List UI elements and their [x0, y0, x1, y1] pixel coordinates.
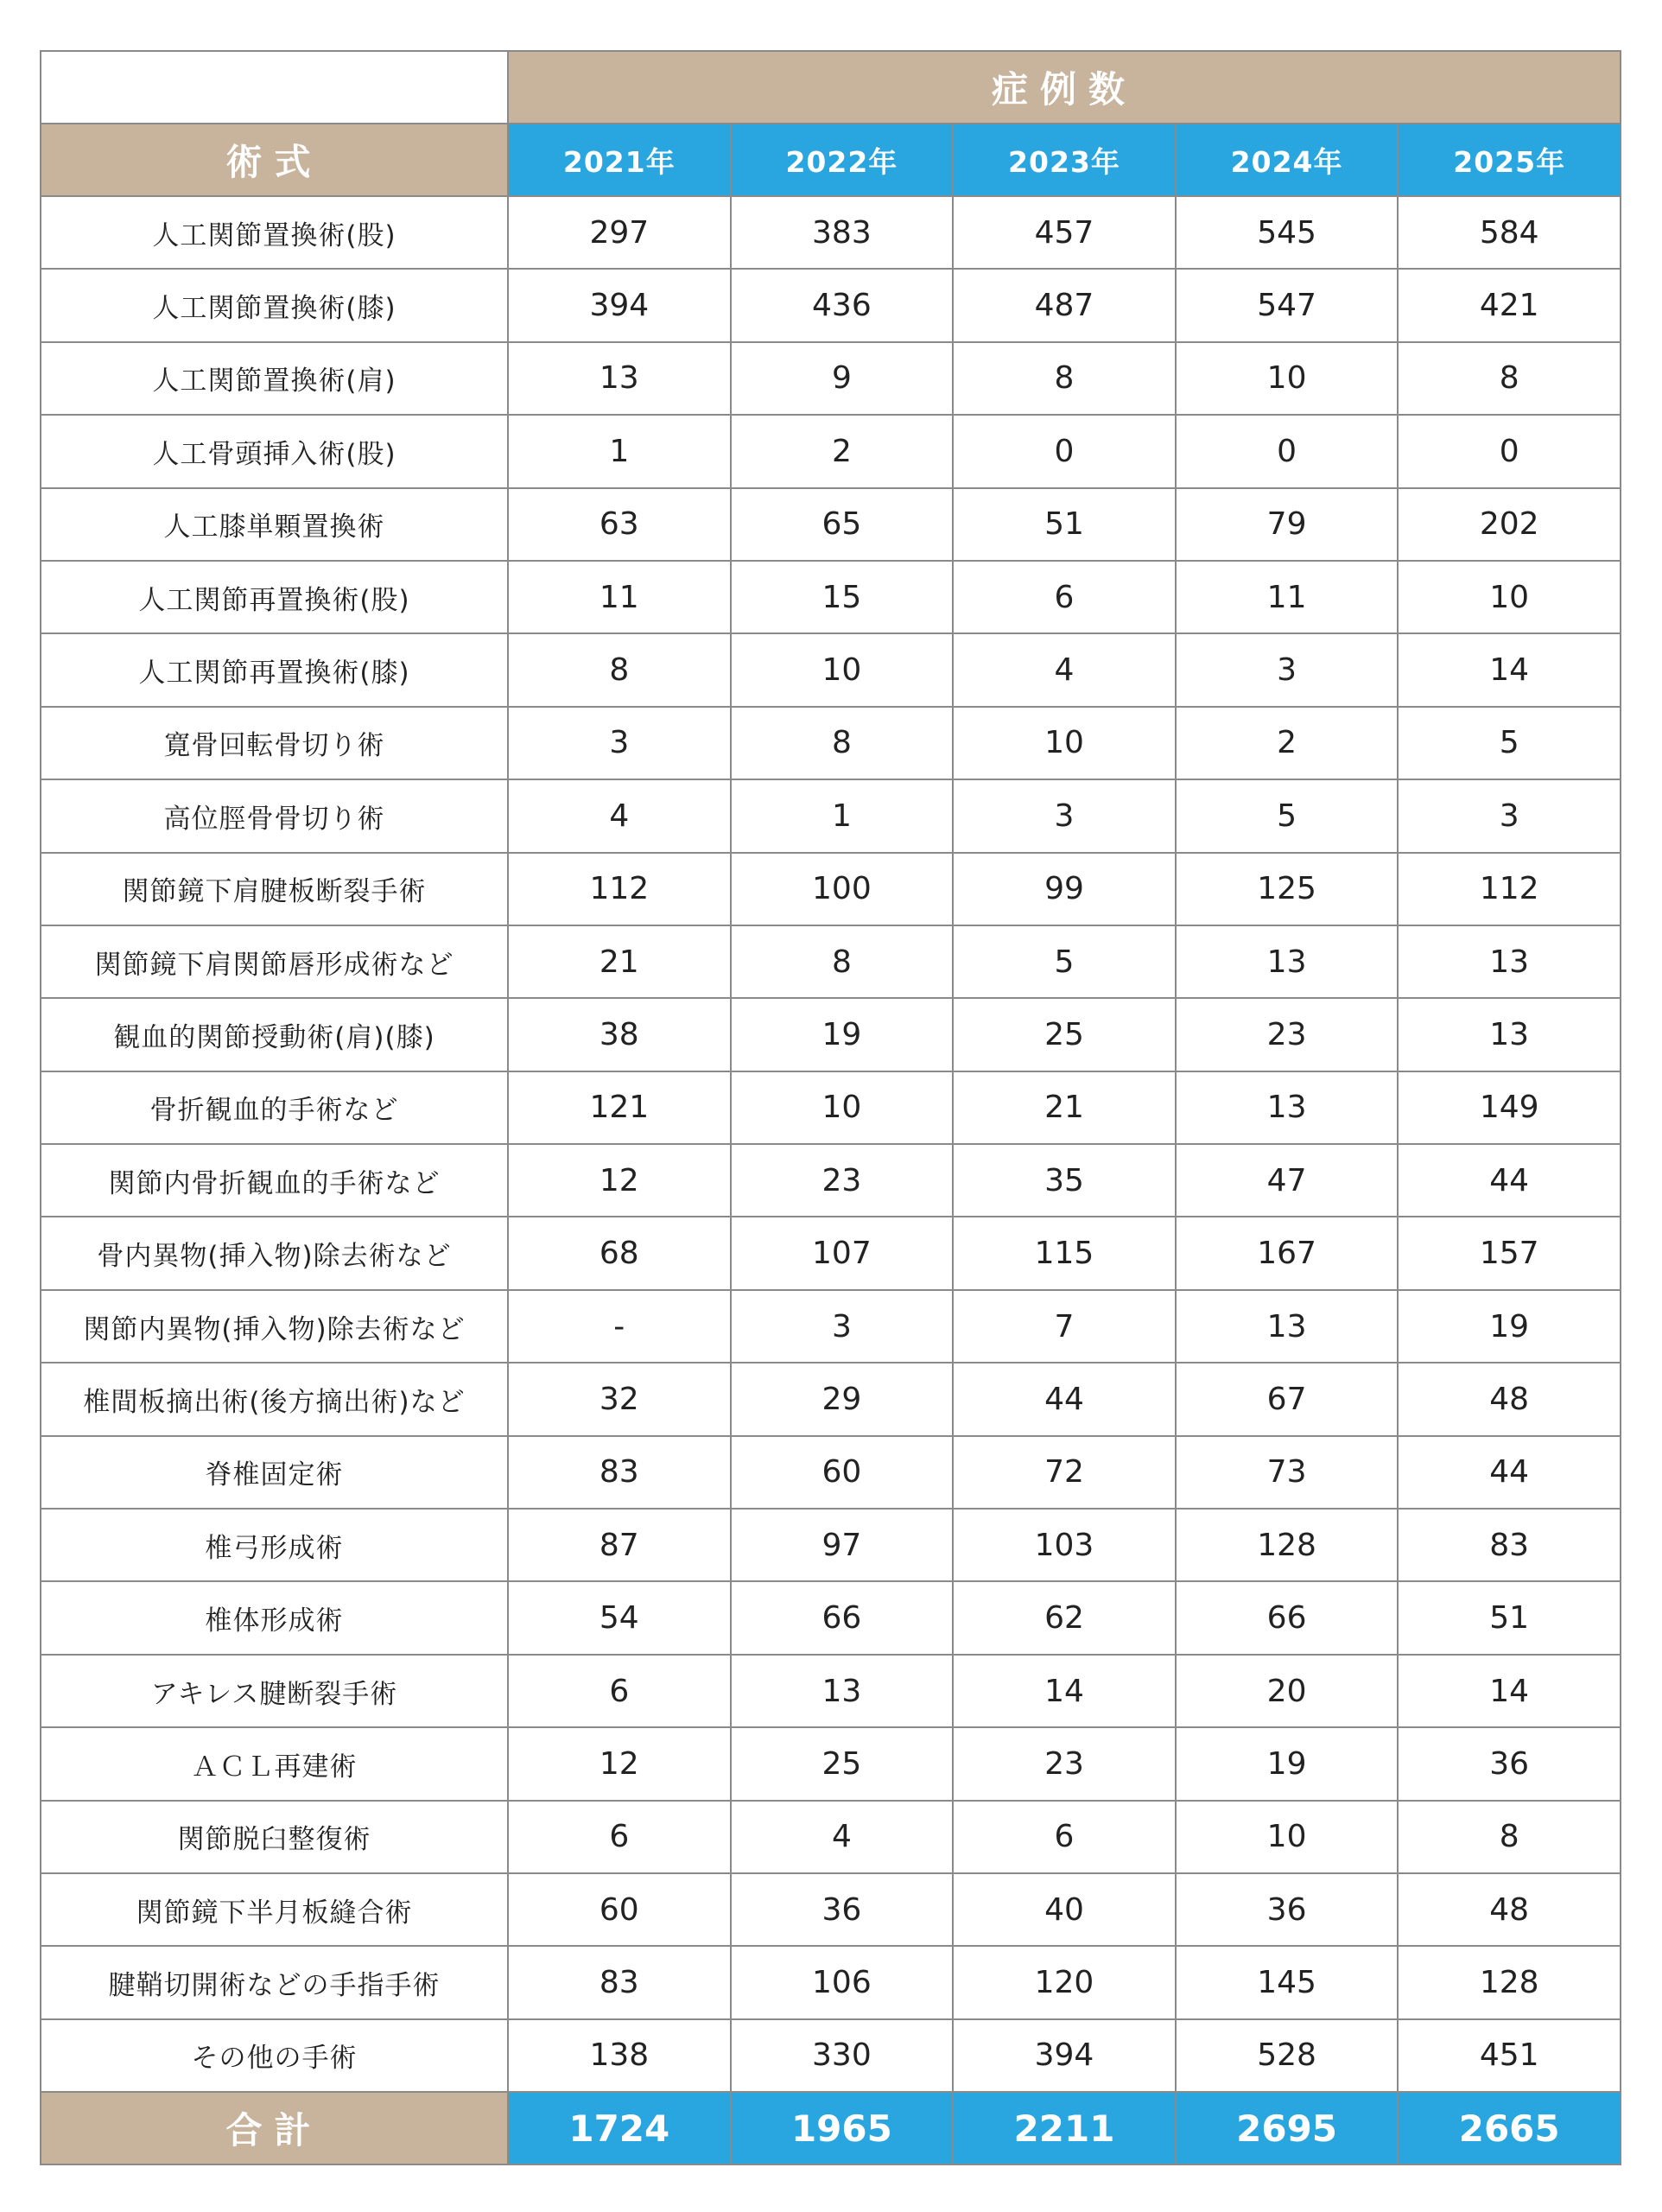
case-count-cell: 528 — [1176, 2019, 1399, 2092]
case-count-cell: 8 — [731, 925, 954, 998]
table-row — [41, 1290, 1621, 1363]
case-count-cell: 51 — [953, 488, 1176, 561]
case-count-cell: 6 — [953, 1801, 1176, 1873]
table-row — [41, 1727, 1621, 1800]
table-row — [41, 269, 1621, 341]
procedure-name-cell: 高位脛骨骨切り術 — [41, 779, 508, 852]
case-count-cell: 421 — [1398, 269, 1621, 341]
table-row — [41, 488, 1621, 561]
case-count-cell: 125 — [1176, 853, 1399, 925]
procedure-name-cell: 骨内異物(挿入物)除去術など — [41, 1217, 508, 1289]
table-row — [41, 1144, 1621, 1217]
case-count-cell: 10 — [731, 633, 954, 706]
case-count-cell: 12 — [508, 1727, 731, 1800]
case-count-cell: 87 — [508, 1509, 731, 1581]
case-count-cell: 44 — [1398, 1436, 1621, 1509]
case-count-cell: 10 — [1398, 561, 1621, 633]
case-count-cell: 103 — [953, 1509, 1176, 1581]
case-count-cell: 79 — [1176, 488, 1399, 561]
case-count-cell: 36 — [1398, 1727, 1621, 1800]
case-count-cell: 83 — [508, 1946, 731, 2018]
table-row — [41, 1509, 1621, 1581]
case-count-cell: 48 — [1398, 1363, 1621, 1435]
case-count-cell: 383 — [731, 196, 954, 269]
case-count-cell: 149 — [1398, 1071, 1621, 1144]
table-row — [41, 1946, 1621, 2018]
case-count-cell: 115 — [953, 1217, 1176, 1289]
case-count-cell: 51 — [1398, 1581, 1621, 1654]
procedure-name-cell: 人工膝単顆置換術 — [41, 488, 508, 561]
procedure-name-cell: 関節鏡下肩関節唇形成術など — [41, 925, 508, 998]
case-count-cell: 4 — [731, 1801, 954, 1873]
case-count-cell: 47 — [1176, 1144, 1399, 1217]
case-count-cell: 25 — [731, 1727, 954, 1800]
case-count-cell: - — [508, 1290, 731, 1363]
case-count-cell: 73 — [1176, 1436, 1399, 1509]
case-count-cell: 83 — [1398, 1509, 1621, 1581]
case-count-cell: 63 — [508, 488, 731, 561]
case-count-cell: 23 — [731, 1144, 954, 1217]
case-count-cell: 3 — [1398, 779, 1621, 852]
case-count-cell: 394 — [508, 269, 731, 341]
case-count-cell: 36 — [731, 1873, 954, 1946]
procedure-name-cell: アキレス腱断裂手術 — [41, 1655, 508, 1727]
case-count-cell: 4 — [953, 633, 1176, 706]
case-count-cell: 120 — [953, 1946, 1176, 2018]
total-row — [41, 2092, 1621, 2164]
procedure-name-cell: 人工関節置換術(膝) — [41, 269, 508, 341]
case-count-cell: 13 — [1398, 998, 1621, 1071]
case-count-cell: 13 — [1176, 1290, 1399, 1363]
case-count-cell: 99 — [953, 853, 1176, 925]
case-count-cell: 9 — [731, 342, 954, 415]
case-count-cell: 5 — [953, 925, 1176, 998]
table-row — [41, 1655, 1621, 1727]
case-count-cell: 19 — [1398, 1290, 1621, 1363]
case-count-cell: 21 — [508, 925, 731, 998]
table-row — [41, 707, 1621, 779]
total-value-2025: 2665 — [1398, 2092, 1621, 2164]
table-row — [41, 196, 1621, 269]
table-row — [41, 1873, 1621, 1946]
case-count-cell: 14 — [953, 1655, 1176, 1727]
case-count-cell: 83 — [508, 1436, 731, 1509]
table-row — [41, 1436, 1621, 1509]
case-count-cell: 3 — [731, 1290, 954, 1363]
case-count-cell: 157 — [1398, 1217, 1621, 1289]
case-count-cell: 13 — [731, 1655, 954, 1727]
case-count-cell: 5 — [1176, 779, 1399, 852]
case-count-cell: 4 — [508, 779, 731, 852]
case-count-cell: 121 — [508, 1071, 731, 1144]
case-count-cell: 44 — [1398, 1144, 1621, 1217]
year-header-2024: 2024年 — [1176, 124, 1399, 196]
case-count-cell: 40 — [953, 1873, 1176, 1946]
case-count-cell: 10 — [1176, 1801, 1399, 1873]
case-count-cell: 545 — [1176, 196, 1399, 269]
procedure-name-cell: 骨折観血的手術など — [41, 1071, 508, 1144]
table-row — [41, 925, 1621, 998]
case-count-cell: 67 — [1176, 1363, 1399, 1435]
case-count-cell: 547 — [1176, 269, 1399, 341]
corner-blank-cell — [41, 51, 508, 124]
case-count-cell: 487 — [953, 269, 1176, 341]
case-count-cell: 112 — [508, 853, 731, 925]
case-count-cell: 6 — [508, 1655, 731, 1727]
table-row — [41, 2019, 1621, 2092]
case-count-cell: 0 — [1398, 415, 1621, 487]
case-count-cell: 23 — [953, 1727, 1176, 1800]
case-count-cell: 20 — [1176, 1655, 1399, 1727]
case-count-cell: 138 — [508, 2019, 731, 2092]
case-count-cell: 25 — [953, 998, 1176, 1071]
case-count-cell: 14 — [1398, 633, 1621, 706]
total-label: 合計 — [41, 2092, 508, 2164]
table-row — [41, 1801, 1621, 1873]
case-count-cell: 60 — [508, 1873, 731, 1946]
case-count-cell: 8 — [731, 707, 954, 779]
year-header-2022: 2022年 — [731, 124, 954, 196]
case-count-cell: 11 — [508, 561, 731, 633]
case-count-cell: 436 — [731, 269, 954, 341]
super-header-row — [41, 51, 1621, 124]
case-count-cell: 330 — [731, 2019, 954, 2092]
procedure-name-cell: 関節脱臼整復術 — [41, 1801, 508, 1873]
procedure-name-cell: その他の手術 — [41, 2019, 508, 2092]
case-count-cell: 100 — [731, 853, 954, 925]
procedure-name-cell: 人工関節再置換術(股) — [41, 561, 508, 633]
procedure-name-cell: 関節鏡下肩腱板断裂手術 — [41, 853, 508, 925]
case-count-cell: 6 — [953, 561, 1176, 633]
table-row — [41, 415, 1621, 487]
procedure-name-cell: ＡＣＬ再建術 — [41, 1727, 508, 1800]
procedure-name-cell: 脊椎固定術 — [41, 1436, 508, 1509]
case-count-cell: 3 — [1176, 633, 1399, 706]
case-count-cell: 21 — [953, 1071, 1176, 1144]
year-header-2021: 2021年 — [508, 124, 731, 196]
procedure-name-cell: 椎弓形成術 — [41, 1509, 508, 1581]
case-count-cell: 66 — [1176, 1581, 1399, 1654]
year-header-2023: 2023年 — [953, 124, 1176, 196]
case-count-cell: 66 — [731, 1581, 954, 1654]
case-count-cell: 0 — [953, 415, 1176, 487]
table-row — [41, 633, 1621, 706]
case-count-cell: 6 — [508, 1801, 731, 1873]
case-count-cell: 107 — [731, 1217, 954, 1289]
table-row — [41, 998, 1621, 1071]
case-count-cell: 8 — [1398, 1801, 1621, 1873]
total-value-2024: 2695 — [1176, 2092, 1399, 2164]
case-count-cell: 38 — [508, 998, 731, 1071]
procedure-name-cell: 関節内骨折観血的手術など — [41, 1144, 508, 1217]
case-count-cell: 15 — [731, 561, 954, 633]
table-row — [41, 779, 1621, 852]
case-count-cell: 10 — [1176, 342, 1399, 415]
case-count-cell: 11 — [1176, 561, 1399, 633]
case-count-cell: 72 — [953, 1436, 1176, 1509]
case-count-cell: 13 — [1176, 925, 1399, 998]
case-count-cell: 29 — [731, 1363, 954, 1435]
table-row — [41, 561, 1621, 633]
case-count-cell: 7 — [953, 1290, 1176, 1363]
surgery-cases-table — [40, 50, 1621, 2165]
total-value-2021: 1724 — [508, 2092, 731, 2164]
case-count-cell: 62 — [953, 1581, 1176, 1654]
case-count-cell: 3 — [953, 779, 1176, 852]
case-count-cell: 457 — [953, 196, 1176, 269]
case-count-cell: 44 — [953, 1363, 1176, 1435]
case-count-cell: 202 — [1398, 488, 1621, 561]
case-count-cell: 2 — [731, 415, 954, 487]
case-count-cell: 451 — [1398, 2019, 1621, 2092]
case-count-cell: 23 — [1176, 998, 1399, 1071]
case-count-cell: 13 — [1176, 1071, 1399, 1144]
case-count-cell: 54 — [508, 1581, 731, 1654]
case-count-cell: 1 — [508, 415, 731, 487]
total-value-2022: 1965 — [731, 2092, 954, 2164]
case-count-cell: 36 — [1176, 1873, 1399, 1946]
case-count-cell: 297 — [508, 196, 731, 269]
case-count-cell: 13 — [508, 342, 731, 415]
case-count-cell: 35 — [953, 1144, 1176, 1217]
table-row — [41, 1071, 1621, 1144]
table-body — [41, 196, 1621, 2092]
case-count-cell: 106 — [731, 1946, 954, 2018]
case-count-cell: 3 — [508, 707, 731, 779]
table-row — [41, 1581, 1621, 1654]
table-row — [41, 342, 1621, 415]
case-count-cell: 584 — [1398, 196, 1621, 269]
case-count-cell: 12 — [508, 1144, 731, 1217]
table-row — [41, 1217, 1621, 1289]
table-row — [41, 1363, 1621, 1435]
procedure-name-cell: 観血的関節授動術(肩)(膝) — [41, 998, 508, 1071]
case-count-header: 症例数 — [508, 51, 1621, 124]
procedure-name-cell: 椎間板摘出術(後方摘出術)など — [41, 1363, 508, 1435]
case-count-cell: 68 — [508, 1217, 731, 1289]
case-count-cell: 112 — [1398, 853, 1621, 925]
case-count-cell: 65 — [731, 488, 954, 561]
case-count-cell: 60 — [731, 1436, 954, 1509]
case-count-cell: 13 — [1398, 925, 1621, 998]
procedure-name-cell: 椎体形成術 — [41, 1581, 508, 1654]
case-count-cell: 97 — [731, 1509, 954, 1581]
procedure-name-cell: 寛骨回転骨切り術 — [41, 707, 508, 779]
column-header-row — [41, 124, 1621, 196]
case-count-cell: 128 — [1398, 1946, 1621, 2018]
case-count-cell: 0 — [1176, 415, 1399, 487]
case-count-cell: 10 — [731, 1071, 954, 1144]
case-count-cell: 10 — [953, 707, 1176, 779]
case-count-cell: 5 — [1398, 707, 1621, 779]
case-count-cell: 2 — [1176, 707, 1399, 779]
case-count-cell: 19 — [1176, 1727, 1399, 1800]
procedure-name-cell: 関節内異物(挿入物)除去術など — [41, 1290, 508, 1363]
case-count-cell: 48 — [1398, 1873, 1621, 1946]
procedure-name-cell: 腱鞘切開術などの手指手術 — [41, 1946, 508, 2018]
case-count-cell: 167 — [1176, 1217, 1399, 1289]
year-header-2025: 2025年 — [1398, 124, 1621, 196]
case-count-cell: 1 — [731, 779, 954, 852]
case-count-cell: 19 — [731, 998, 954, 1071]
procedure-name-cell: 関節鏡下半月板縫合術 — [41, 1873, 508, 1946]
case-count-cell: 14 — [1398, 1655, 1621, 1727]
case-count-cell: 394 — [953, 2019, 1176, 2092]
procedure-name-cell: 人工関節置換術(肩) — [41, 342, 508, 415]
procedure-name-cell: 人工関節再置換術(膝) — [41, 633, 508, 706]
case-count-cell: 8 — [953, 342, 1176, 415]
procedure-header: 術式 — [41, 124, 508, 196]
case-count-cell: 8 — [508, 633, 731, 706]
case-count-cell: 32 — [508, 1363, 731, 1435]
procedure-name-cell: 人工関節置換術(股) — [41, 196, 508, 269]
table-row — [41, 853, 1621, 925]
case-count-cell: 145 — [1176, 1946, 1399, 2018]
total-value-2023: 2211 — [953, 2092, 1176, 2164]
case-count-cell: 8 — [1398, 342, 1621, 415]
procedure-name-cell: 人工骨頭挿入術(股) — [41, 415, 508, 487]
case-count-cell: 128 — [1176, 1509, 1399, 1581]
